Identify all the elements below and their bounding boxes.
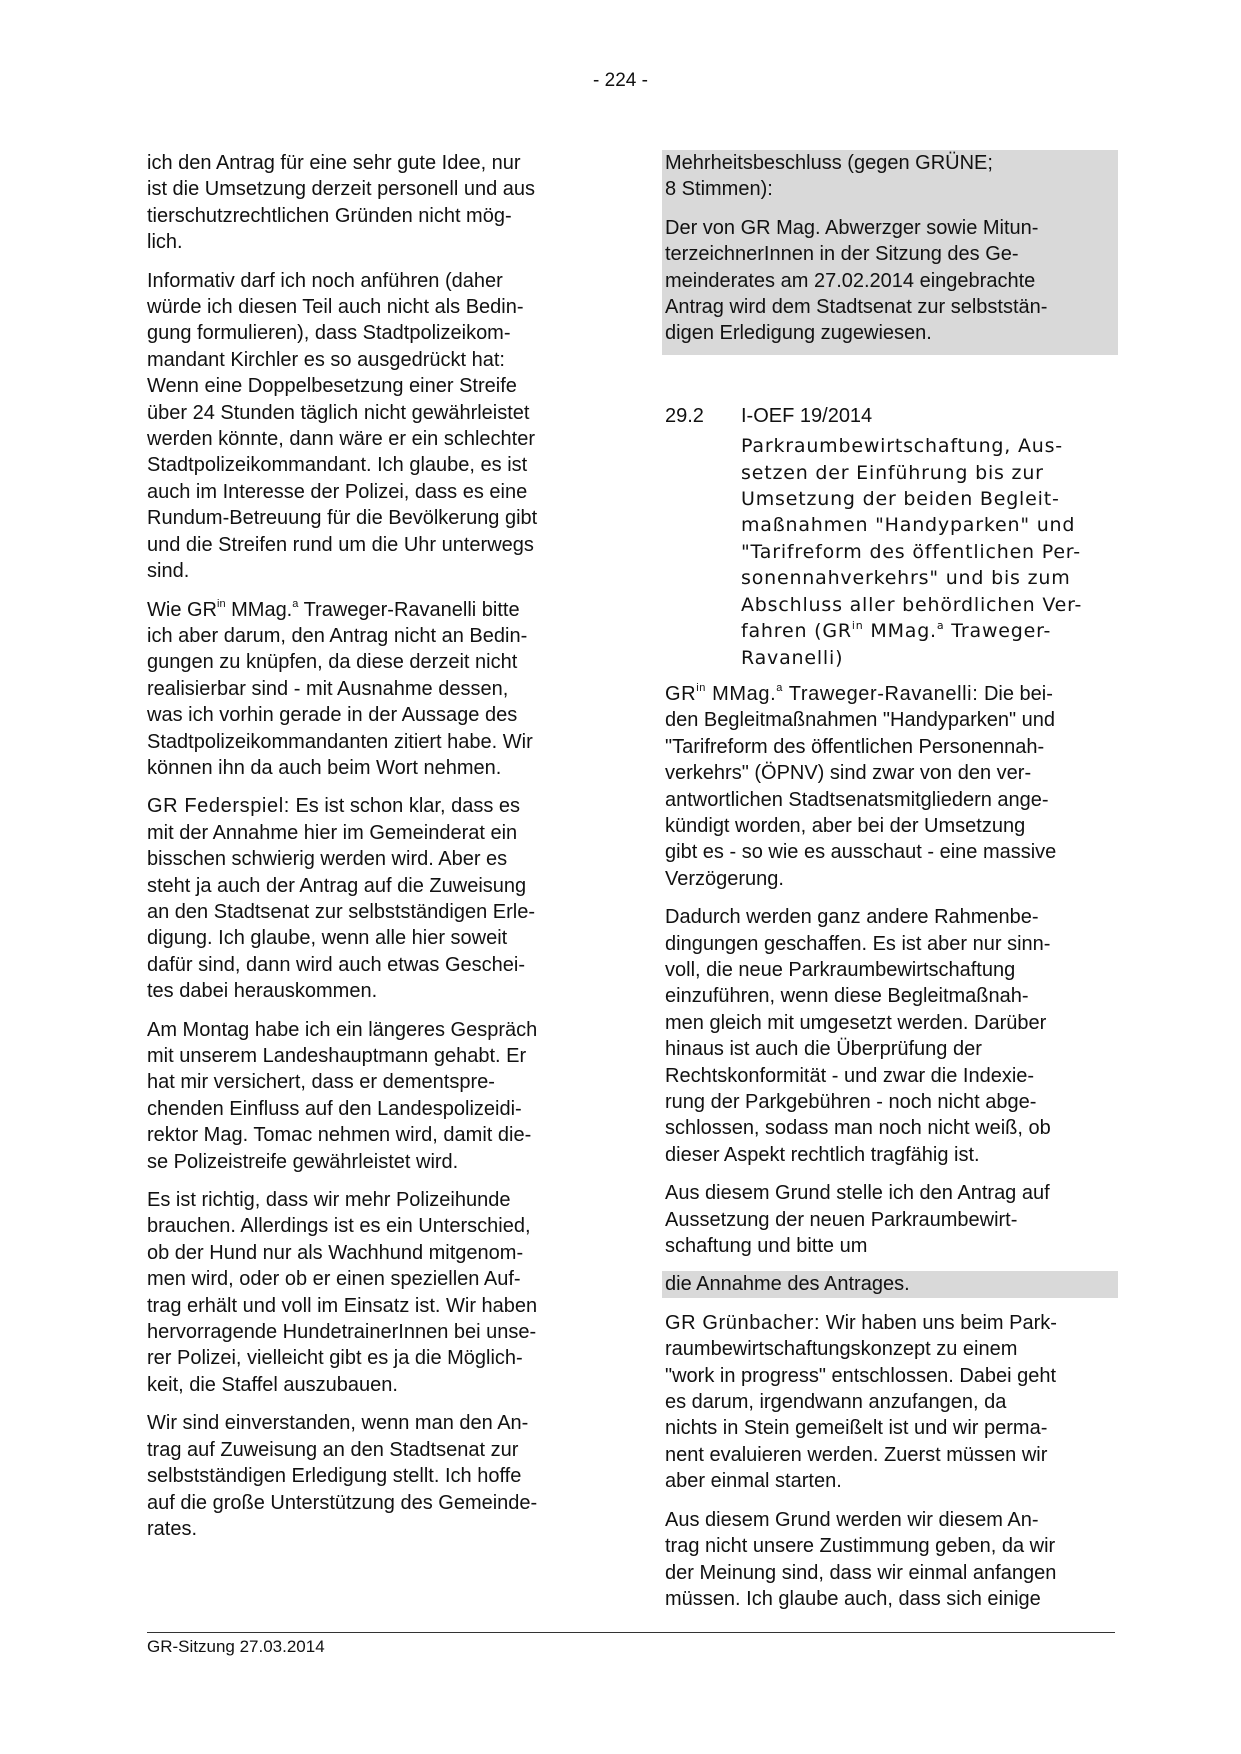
- speaker-name: $GR^{in}$ MMag.$^a$ Traweger-Ravanelli:: [665, 682, 979, 705]
- footer-session-date: GR-Sitzung 27.03.2014: [147, 1637, 325, 1656]
- resolution-box: [662, 150, 1118, 355]
- paragraph: $GR^{in}$ MMag.$^a$ Traweger-Ravanelli: Die bei- den Begleitmaßnahmen "Handyparken" und "Tarifreform des öffentlichen Personennah- verkehrs" (ÖPNV) sind zwar von den ver- antwortlichen Stadtsenatsmitgliedern ange- kündigt worden, aber bei der Umsetzung gibt es - so wie es ausschaut - eine massive Verzögerung.: [665, 682, 1057, 890]
- motion-request: die Annahme des Antrages.: [662, 1271, 1118, 1297]
- paragraph: GR Federspiel: Es ist schon klar, dass es mit der Annahme hier im Gemeinderat ein bisschen schwierig werden wird. Aber es steht ja auch der Antrag auf die Zuweisung an den Stadtsenat zur selbstständigen Erle- digung. Ich glaube, wenn alle hier soweit dafür sind, dann wird auch etwas Geschei- tes dabei herauskommen.: [147, 795, 536, 1003]
- paragraph: Wie $GR^{in}$ MMag.$^a$ Traweger-Ravanelli bitte ich aber darum, den Antrag nicht an Bedin- gungen zu knüpfen, da diese derzeit nicht realisierbar sind - mit Ausnahme dessen, was ich vorhin gerade in der Aussage des Stadtpolizeikommandanten zitiert habe. Wir können ihn da auch beim Wort nehmen.: [147, 597, 533, 779]
- left-column: [147, 150, 592, 1554]
- paragraph: Am Montag habe ich ein längeres Gespräch mit unserem Landeshauptmann gehabt. Er hat mir versichert, dass er dementspre- chenden Einfluss auf den Landespolizeidi- rektor Mag. Tomac nehmen wird, damit die- se Polizeistreife gewährleistet wird.: [147, 1018, 538, 1173]
- paragraph: ich den Antrag für eine sehr gute Idee, nur ist die Umsetzung derzeit personell und aus tierschutzrechtlichen Gründen nicht mög- lich.: [147, 152, 535, 254]
- page-number: - 224 -: [593, 70, 648, 91]
- paragraph: Dadurch werden ganz andere Rahmenbe- dingungen geschaffen. Es ist aber nur sinn- voll, die neue Parkraumbewirtschaftung einzuführen, wenn diese Begleitmaßnah- men gleich mit umgesetzt werden. Darüber hinaus ist auch die Überprüfung der Rechtskonformität - und zwar die Indexie- rung der Parkgebühren - noch nicht abge- schlossen, sodass man noch nicht weiß, ob dieser Aspekt rechtlich tragfähig ist.: [665, 906, 1051, 1166]
- paragraph: Aus diesem Grund stelle ich den Antrag auf Aussetzung der neuen Parkraumbewirt- schaftung und bitte um: [665, 1182, 1050, 1258]
- footer-divider: [147, 1632, 1115, 1633]
- resolution-text: Der von GR Mag. Abwerzger sowie Mitun- terzeichnerInnen in der Sitzung des Ge- meinderates am 27.02.2014 eingebrachte Antrag wird dem Stadtsenat zur selbststän- digen Erledigung zugewiesen.: [665, 216, 1048, 345]
- speaker-name: GR Grünbacher:: [665, 1311, 821, 1334]
- agenda-item-code: I-OEF 19/2014: [741, 404, 873, 427]
- paragraph: GR Grünbacher: Wir haben uns beim Park- raumbewirtschaftungskonzept zu einem "work in progress" entschlossen. Dabei geht es darum, irgendwann anzufangen, da nichts in Stein gemeißelt ist und wir perma- nent evaluieren werden. Zuerst müssen wir aber einmal starten.: [665, 1311, 1057, 1493]
- agenda-item-title: Parkraumbewirtschaftung, Aus- setzen der Einführung bis zur Umsetzung der beiden Begleit- maßnahmen "Handyparken" und "Tarifreform des öffentlichen Per- sonennahverkehrs" und bis zum Abschluss aller behördlichen Ver- fahren ($GR^{in}$ MMag.$^a$ Traweger- Ravanelli): [741, 435, 1083, 669]
- resolution-heading: Mehrheitsbeschluss (gegen GRÜNE; 8 Stimmen):: [665, 152, 993, 201]
- speaker-name: GR Federspiel:: [147, 795, 290, 818]
- right-column: [665, 150, 1115, 1624]
- paragraph: Wir sind einverstanden, wenn man den An- trag auf Zuweisung an den Stadtsenat zur selbstständigen Erledigung stellt. Ich hoffe auf die große Unterstützung des Gemeinde- rates.: [147, 1412, 538, 1540]
- paragraph: Informativ darf ich noch anführen (daher würde ich diesen Teil auch nicht als Bedin- gung formulieren), dass Stadtpolizeikom- mandant Kirchler es so ausgedrückt hat: Wenn eine Doppelbesetzung einer Streife über 24 Stunden täglich nicht gewährleistet werden könnte, dann wäre er ein schlechter Stadtpolizeikommandant. Ich glaube, es ist auch im Interesse der Polizei, dass es eine Rundum-Betreuung für die Bevölkerung gibt und die Streifen rund um die Uhr unterwegs sind.: [147, 269, 538, 583]
- paragraph: Es ist richtig, dass wir mehr Polizeihunde brauchen. Allerdings ist es ein Unterschied, ob der Hund nur als Wachhund mitgenom- men wird, oder ob er einen speziellen Auf- trag erhält und voll im Einsatz ist. Wir haben hervorragende HundetrainerInnen bei unse- rer Polizei, vielleicht gibt es ja die Möglich- keit, die Staffel auszubauen.: [147, 1189, 538, 1396]
- agenda-item-number: 29.2: [665, 404, 704, 427]
- agenda-item-header: [665, 403, 1115, 429]
- paragraph: Aus diesem Grund werden wir diesem An- trag nicht unsere Zustimmung geben, da wir der Meinung sind, dass wir einmal anfangen müssen. Ich glaube auch, dass sich einige: [665, 1508, 1057, 1610]
